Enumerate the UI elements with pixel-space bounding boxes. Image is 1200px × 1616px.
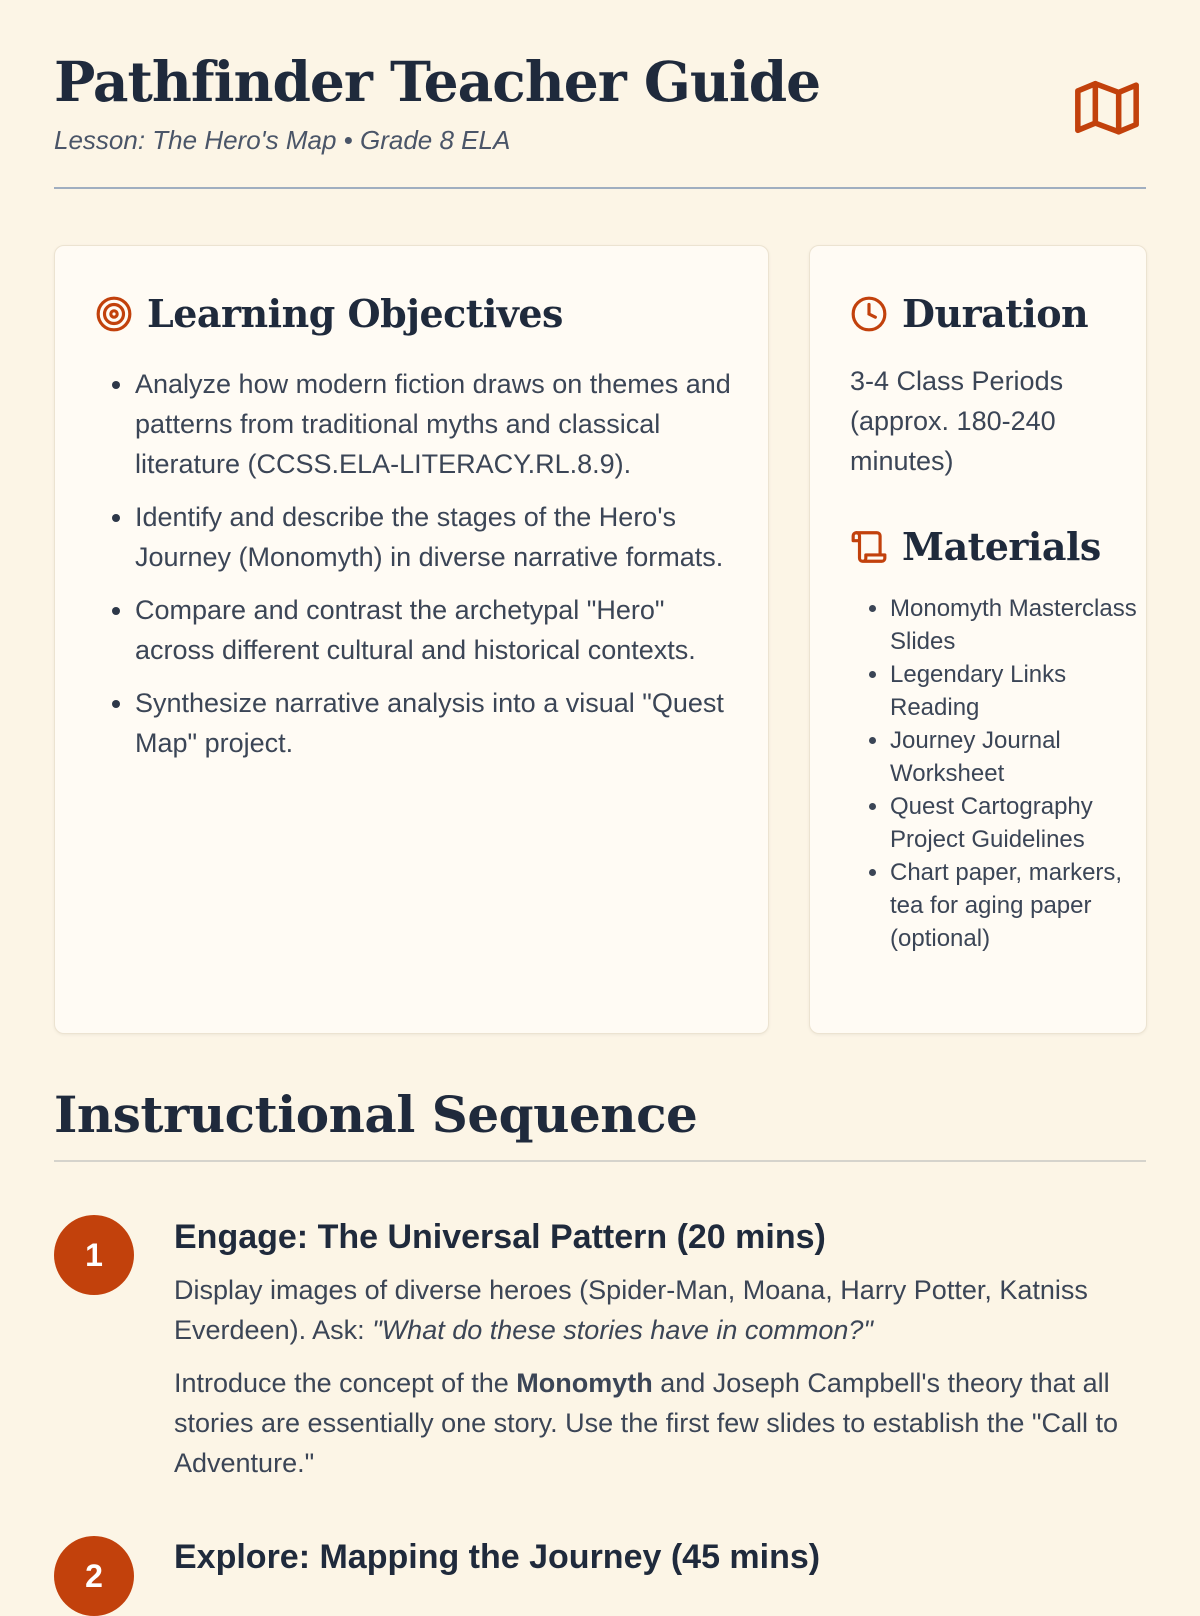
step-paragraph <box>174 1270 1126 1350</box>
step-text: and Joseph Campbell's theory that all stories are essentially one story. Use the first few slides to establish the "Call to Adventure." <box>174 1368 1118 1478</box>
map-icon <box>1072 72 1142 142</box>
step-title: Engage: The Universal Pattern (20 mins) <box>174 1218 826 1256</box>
objectives-heading <box>95 291 563 336</box>
sequence-divider <box>54 1160 1146 1162</box>
material-item: • Monomyth Masterclass Slides <box>890 592 1140 658</box>
sequence-heading: Instructional Sequence <box>54 1085 698 1144</box>
duration-text: 3-4 Class Periods (approx. 180-240 minutes) <box>850 366 1064 476</box>
page-title: Pathfinder Teacher Guide <box>54 49 821 114</box>
material-item: • Chart paper, markers, tea for aging paper (optional) <box>890 856 1140 955</box>
scroll-icon <box>850 528 888 566</box>
step-quote: "What do these stories have in common?" <box>372 1315 874 1345</box>
step-number-badge: 2 <box>54 1536 134 1616</box>
material-item: • Journey Journal Worksheet <box>890 724 1140 790</box>
clock-icon <box>850 295 888 333</box>
objective-item: • Identify and describe the stages of the Hero's Journey (Monomyth) in diverse narrative formats. <box>135 497 738 577</box>
materials-list <box>850 592 1140 955</box>
objectives-list <box>95 364 738 776</box>
step-title: Explore: Mapping the Journey (45 mins) <box>174 1538 821 1576</box>
objectives-heading-label: Learning Objectives <box>147 291 563 336</box>
objective-item: • Compare and contrast the archetypal "Hero" across different cultural and historical contexts. <box>135 590 738 670</box>
objective-item: • Synthesize narrative analysis into a visual "Quest Map" project. <box>135 683 738 763</box>
objectives-card <box>54 245 769 1034</box>
duration-materials-card <box>809 245 1147 1034</box>
material-item: • Quest Cartography Project Guidelines <box>890 790 1140 856</box>
page-header <box>54 0 1146 189</box>
step-bold-term: Monomyth <box>516 1368 653 1398</box>
duration-heading-label: Duration <box>902 291 1089 336</box>
step-number-badge: 1 <box>54 1215 134 1295</box>
step-text: Display images of diverse heroes (Spider-Man, Moana, Harry Potter, Katniss Everdeen). Ask: <box>174 1275 1088 1345</box>
materials-heading-label: Materials <box>902 524 1101 569</box>
target-icon <box>95 295 133 333</box>
page <box>54 0 1146 1594</box>
page-subtitle: Lesson: The Hero's Map • Grade 8 ELA <box>54 125 511 155</box>
materials-heading <box>850 524 1101 569</box>
step-paragraph <box>174 1363 1126 1483</box>
objective-item: • Analyze how modern fiction draws on themes and patterns from traditional myths and classical literature (CCSS.ELA-LITERACY.RL.8.9). <box>135 364 738 484</box>
material-item: • Legendary Links Reading <box>890 658 1140 724</box>
duration-heading <box>850 291 1088 336</box>
step-text: Introduce the concept of the <box>174 1368 517 1398</box>
